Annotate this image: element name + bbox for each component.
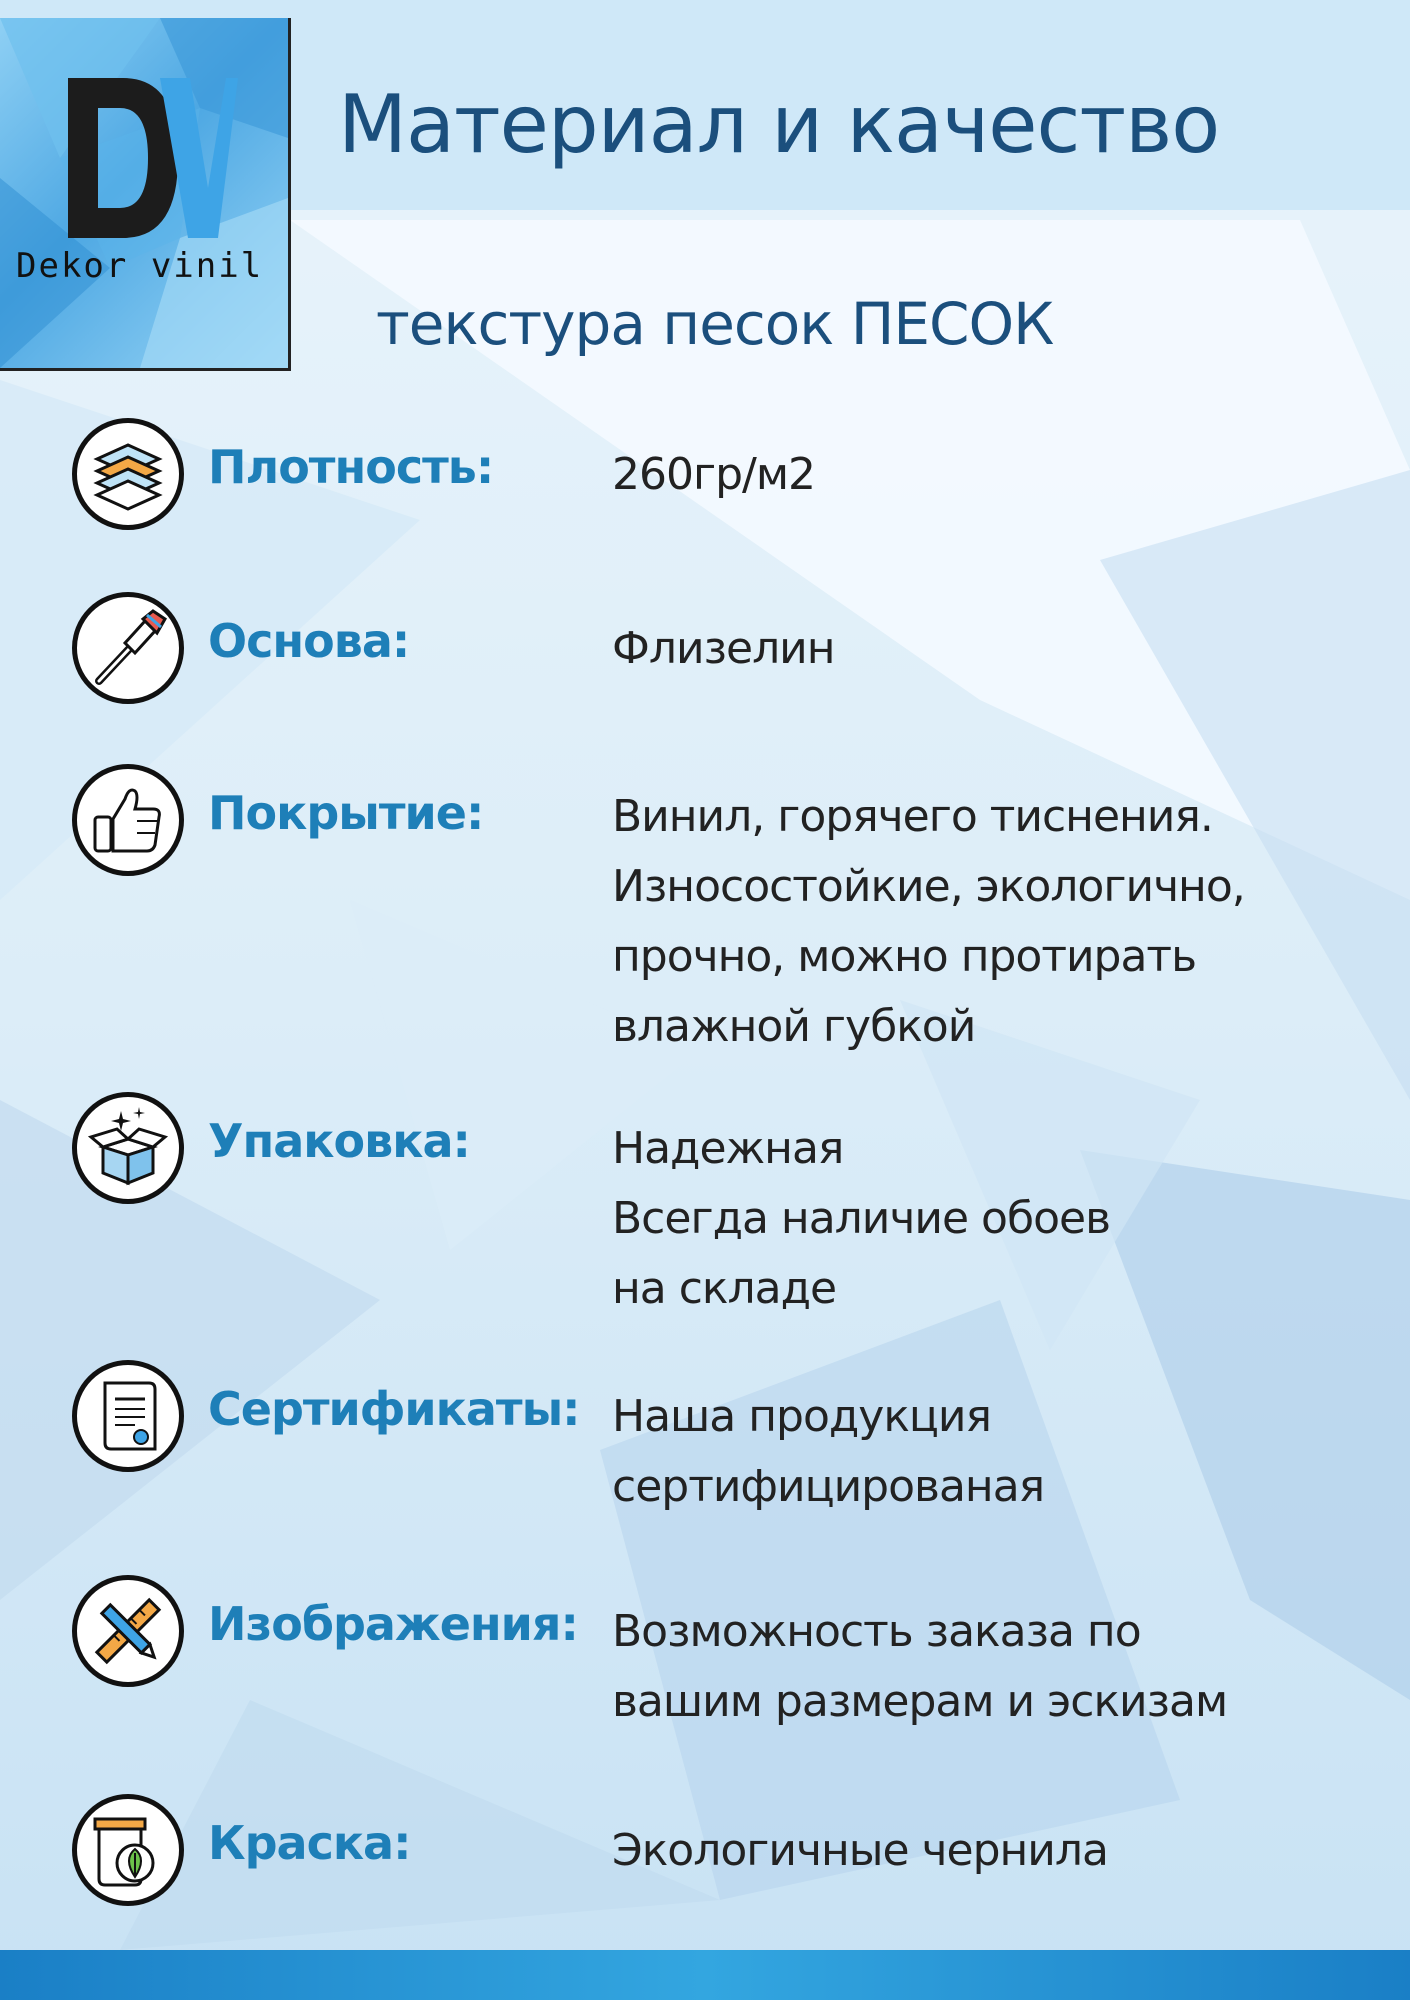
spec-value: 260гр/м2: [612, 449, 816, 500]
spec-value: Винил, горячего тиснения. Износостойкие, экологично, прочно, можно протирать влажной губкой: [612, 791, 1245, 1052]
spec-label: Плотность:: [208, 440, 494, 494]
spec-value: Наша продукция сертифицированая: [612, 1391, 1045, 1512]
spec-value: Возможность заказа по вашим размерам и эскизам: [612, 1606, 1228, 1727]
spec-label: Краска:: [208, 1816, 411, 1870]
spec-label: Изображения:: [208, 1597, 578, 1651]
page-subtitle: текстура песок ПЕСОК: [376, 290, 1054, 358]
layers-icon: [72, 418, 184, 530]
paint-brush-icon: [72, 592, 184, 704]
spec-value: Надежная Всегда наличие обоев на складе: [612, 1123, 1111, 1314]
bottom-bar: [0, 1950, 1410, 2000]
thumbs-up-icon: [72, 764, 184, 876]
brand-logo: [0, 18, 291, 371]
certificate-icon: [72, 1360, 184, 1472]
page-title: Материал и качество: [338, 78, 1220, 171]
spec-value: Флизелин: [612, 623, 835, 674]
spec-label: Сертификаты:: [208, 1382, 580, 1436]
spec-label: Покрытие:: [208, 786, 484, 840]
spec-label: Упаковка:: [208, 1114, 470, 1168]
logo-text: Dekor vinil: [16, 246, 264, 286]
spec-label: Основа:: [208, 614, 410, 668]
spec-value: Экологичные чернила: [612, 1825, 1108, 1876]
paint-bucket-leaf-icon: [72, 1794, 184, 1906]
pencil-ruler-icon: [72, 1575, 184, 1687]
open-box-icon: [72, 1092, 184, 1204]
